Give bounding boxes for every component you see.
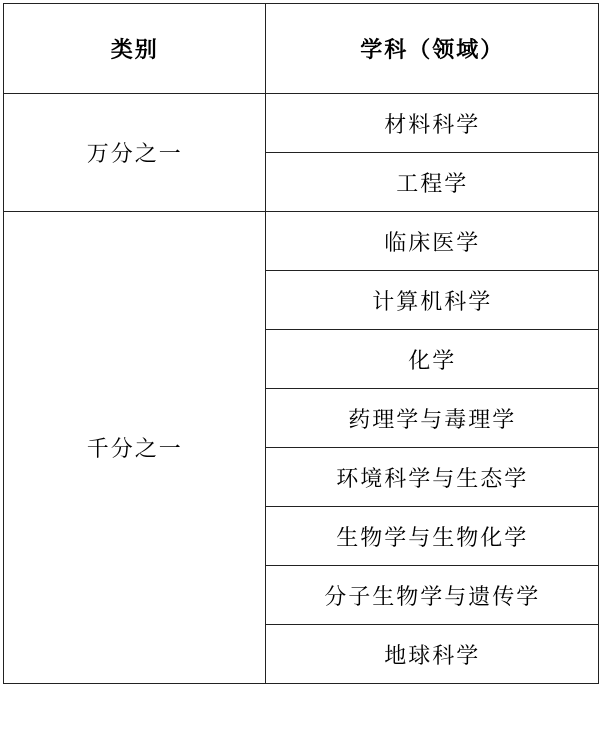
subject-cell: 化学: [266, 330, 599, 389]
document-page: [0, 3, 601, 742]
header-category: 类别: [4, 4, 266, 94]
header-subject: 学科（领域）: [266, 4, 599, 94]
subject-cell: 地球科学: [266, 625, 599, 684]
discipline-table: [3, 3, 599, 684]
category-cell-1: 千分之一: [4, 212, 266, 684]
subject-cell: 计算机科学: [266, 271, 599, 330]
subject-cell: 药理学与毒理学: [266, 389, 599, 448]
subject-cell: 生物学与生物化学: [266, 507, 599, 566]
table-header-row: [4, 4, 599, 94]
table-row: [4, 94, 599, 153]
table-row: [4, 212, 599, 271]
subject-cell: 环境科学与生态学: [266, 448, 599, 507]
subject-cell: 工程学: [266, 153, 599, 212]
subject-cell: 材料科学: [266, 94, 599, 153]
subject-cell: 分子生物学与遗传学: [266, 566, 599, 625]
category-cell-0: 万分之一: [4, 94, 266, 212]
subject-cell: 临床医学: [266, 212, 599, 271]
